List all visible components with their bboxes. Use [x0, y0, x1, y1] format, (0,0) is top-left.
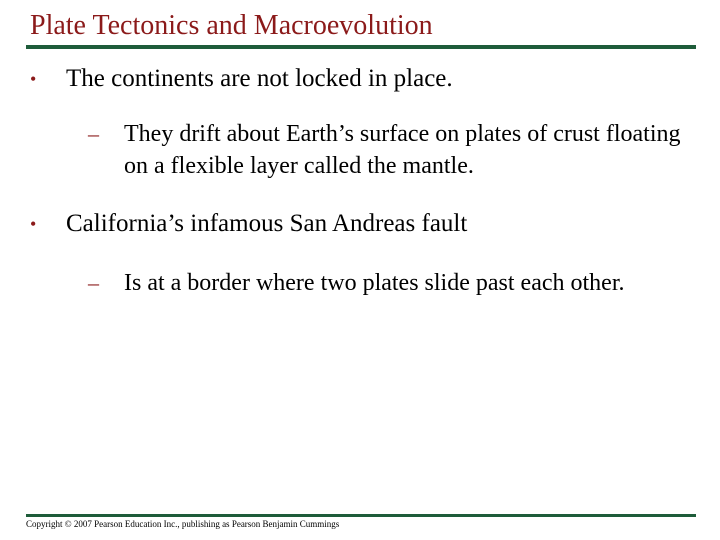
sub-bullet-text: They drift about Earth’s surface on plates of crust floating on a flexible layer called the mantle. — [124, 121, 681, 179]
sub-bullet-text: Is at a border where two plates slide past each other. — [124, 270, 625, 296]
sub-bullet-marker: – — [88, 121, 99, 146]
sub-bullet-item-2 — [88, 267, 688, 299]
footer-divider — [26, 514, 696, 517]
bullet-text: California’s infamous San Andreas fault — [66, 210, 468, 237]
copyright-footer: Copyright © 2007 Pearson Education Inc., publishing as Pearson Benjamin Cummings — [26, 519, 340, 529]
bullet-text: The continents are not locked in place. — [66, 65, 453, 92]
title-divider — [26, 45, 696, 49]
slide-title: Plate Tectonics and Macroevolution — [30, 10, 433, 41]
bullet-marker: • — [30, 214, 37, 234]
bullet-marker: • — [30, 69, 37, 89]
sub-bullet-item-1 — [88, 118, 688, 182]
sub-bullet-marker: – — [88, 270, 99, 295]
